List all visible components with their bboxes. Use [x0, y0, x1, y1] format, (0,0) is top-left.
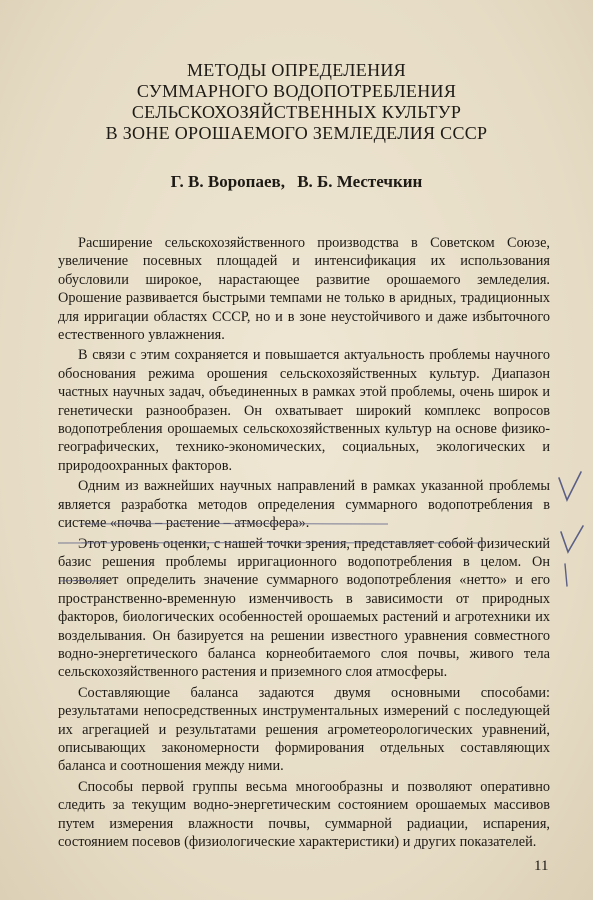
title-line-2: СУММАРНОГО ВОДОПОТРЕБЛЕНИЯ [136, 81, 457, 101]
article-body [58, 234, 550, 853]
paragraph-6: Способы первой группы весьма многообразны и позволяют оперативно следить за текущим водно-энергетическим состоянием орошаемых массивов путем измерения влажности почвы, суммарной радиации, испарения, состоянием посевов (физиологические характеристики) и других показателей. [58, 778, 550, 850]
page-number: 11 [534, 858, 549, 874]
title-line-1: МЕТОДЫ ОПРЕДЕЛЕНИЯ [187, 60, 406, 80]
author-1: Г. В. Воропаев, [170, 172, 285, 191]
article-title [40, 60, 553, 144]
margin-pen-check-marks [555, 470, 589, 590]
paragraph-4: Этот уровень оценки, с нашей точки зрения, представляет собой физический базис решения проблемы ирригационного водопотребления в целом. Он позволяет определить значение суммарного водопотребления «нетто» и его пространственно-временную изменчивость в зависимости от природных факторов, биологических особенностей орошаемых растений и агротехники их возделывания. Он базируется на решении известного уравнения совместного водно-энергетического баланса корнеобитаемого слоя почвы, живого тела сельскохозяйственного растения и приземного слоя атмосферы. [58, 535, 550, 681]
article-authors [40, 172, 553, 192]
title-line-3: СЕЛЬСКОХОЗЯЙСТВЕННЫХ КУЛЬТУР [131, 102, 462, 122]
paragraph-5: Составляющие баланса задаются двумя основными способами: результатами непосредственных инструментальных измерений с последующей их агрегацией и результатами решения агрометеорологических уравнений, описывающих закономерности формирования отдельных составляющих баланса и соотношения между ними. [58, 684, 550, 775]
title-line-4: В ЗОНЕ ОРОШАЕМОГО ЗЕМЛЕДЕЛИЯ СССР [105, 123, 488, 143]
paragraph-1: Расширение сельскохозяйственного производства в Советском Союзе, увеличение посевных площадей и интенсификация их использования обусловили широкое, нарастающее развитие орошаемого земледелия. Орошение развивается быстрыми темпами не только в аридных, традиционных для ирригации областях СССР, но и в зоне неустойчивого и даже избыточного естественного увлажнения. [58, 235, 550, 344]
paragraph-3: Одним из важнейших научных направлений в рамках указанной проблемы является разработка методов определения суммарного водопотребления в системе «почва – растение – атмосфера». [58, 478, 550, 532]
paragraph-2: В связи с этим сохраняется и повышается актуальность проблемы научного обоснования режима орошения сельскохозяйственных культур. Диапазон частных научных задач, объединенных в рамках этой проблемы, очень широк и генетически разнообразен. Он охватывает широкий комплекс вопросов водопотребления орошаемых сельскохозяйственных культур на основе физико-географических, технико-экономических, социальных, экологических и природоохранных факторов. [58, 347, 550, 474]
author-2: В. Б. Местечкин [297, 172, 423, 191]
